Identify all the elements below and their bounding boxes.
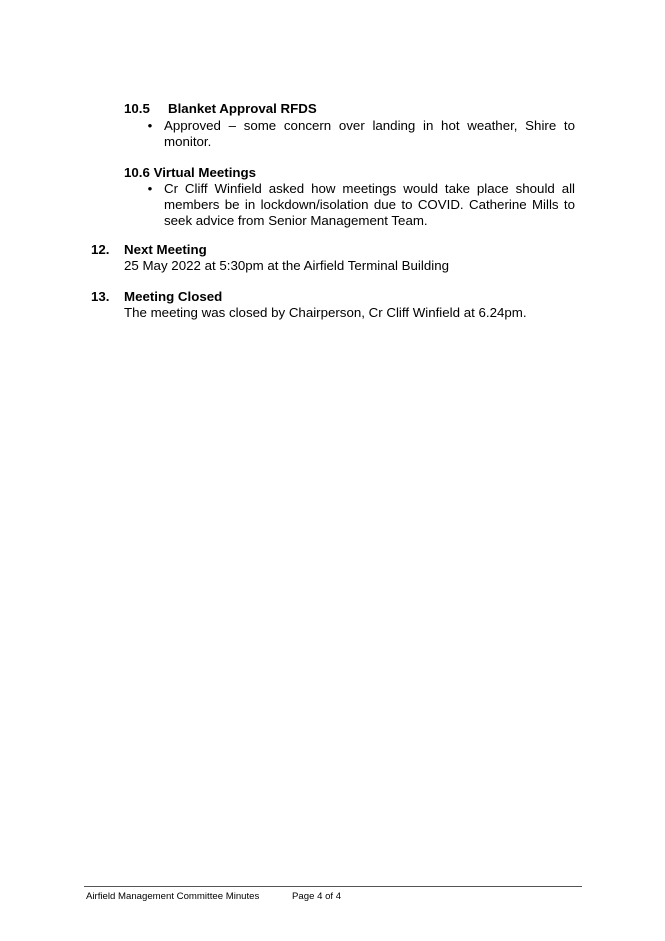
footer-page-label: Page 4 of 4 bbox=[292, 891, 342, 902]
section-10-6-heading: 10.6 Virtual Meetings bbox=[124, 165, 257, 180]
section-13-body: The meeting was closed by Chairperson, Cr Cliff Winfield at 6.24pm. bbox=[124, 305, 527, 320]
list-item bbox=[145, 181, 575, 229]
section-12-number: 12. bbox=[91, 242, 110, 257]
bullet-text: Approved – some concern over landing in hot weather, Shire to monitor. bbox=[164, 118, 575, 149]
footer-document-title: Airfield Management Committee Minutes bbox=[86, 891, 260, 902]
footer-rule bbox=[84, 886, 582, 887]
bullet-icon: • bbox=[147, 118, 153, 133]
section-12-body: 25 May 2022 at 5:30pm at the Airfield Terminal Building bbox=[124, 258, 449, 273]
section-13-title: Meeting Closed bbox=[124, 289, 223, 304]
bullet-icon: • bbox=[147, 181, 153, 196]
section-12-title: Next Meeting bbox=[124, 242, 207, 257]
list-item bbox=[145, 118, 575, 150]
bullet-text: Cr Cliff Winfield asked how meetings would take place should all members be in lockdown/isolation due to COVID. Catherine Mills to seek advice from Senior Management Team. bbox=[164, 181, 575, 228]
section-10-5-number: 10.5 bbox=[124, 101, 150, 116]
section-10-5-title: Blanket Approval RFDS bbox=[168, 101, 317, 116]
section-13-number: 13. bbox=[91, 289, 110, 304]
